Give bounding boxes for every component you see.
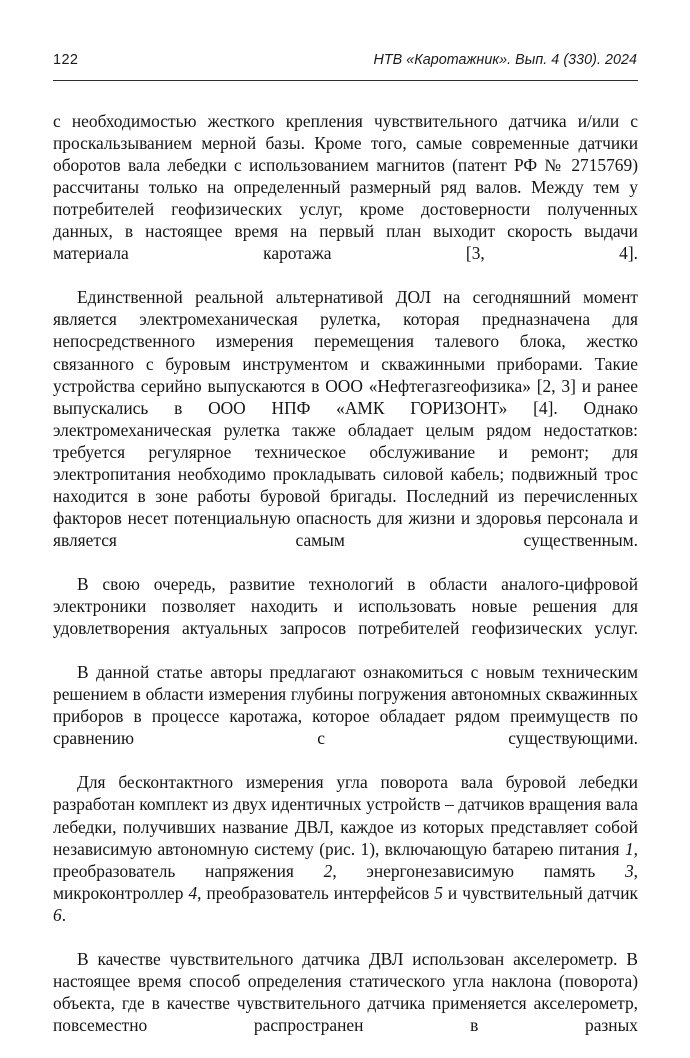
paragraph: В данной статье авторы предлагают ознакомиться с новым техническим решением в области измерения глубины погружения автономных скважинных приборов в процессе каротажа, которое обладает рядом преимуществ по сравнению с существующими. — [53, 662, 638, 749]
figure-callout-number: 5 — [434, 882, 443, 903]
figure-callout-number: 6 — [53, 904, 62, 925]
paragraph: В свою очередь, развитие технологий в области аналого-цифровой электроники позволяет находить и использовать новые решения для удовлетворения актуальных запросов потребителей геофизических услуг. — [53, 573, 638, 639]
page-number: 122 — [53, 52, 79, 68]
figure-callout-number: 2 — [323, 860, 333, 881]
journal-issue-line: НТВ «Каротажник». Вып. 4 (330). 2024 — [373, 52, 637, 68]
figure-callout-number: 4 — [188, 882, 198, 903]
figure-callout-number: 3 — [624, 860, 634, 881]
paragraph: с необходимостью жесткого крепления чувствительного датчика и/или с проскальзыванием мерной базы. Кроме того, самые современные датчики оборотов вала лебедки с использованием магнитов (патент РФ № 2715769) рассчитаны только на определенный размерный ряд валов. Между тем у потребителей геофизических услуг, кроме достоверности полученных данных, в настоящее время на первый план выходит скорость выдачи материала каротажа [3, 4]. — [53, 111, 638, 264]
paragraph-with-figure-callouts: Для бесконтактного измерения угла поворота вала буровой лебедки разработан комплект из двух идентичных устройств – датчиков вращения вала лебедки, получивших название ДВЛ, каждое из которых представляет собой независимую автономную систему (рис. 1), включающую батарею питания 1, преобразователь напряжения 2, энергонезависимую память 3, микроконтроллер 4, преобразователь интерфейсов 5 и чувствительный датчик 6. — [53, 772, 639, 925]
figure-callout-number: 1 — [624, 838, 634, 859]
paragraph: В качестве чувствительного датчика ДВЛ использован акселерометр. В настоящее время способ определения статического угла наклона (поворота) объекта, где в качестве чувствительного датчика применяется акселерометр, повсеместно распространен в разных — [53, 948, 638, 1035]
header-rule — [53, 80, 638, 81]
running-head — [53, 52, 637, 68]
body-text-column — [53, 110, 638, 1058]
paragraph: Единственной реальной альтернативой ДОЛ на сегодняшний момент является электромеханическая рулетка, которая предназначена для непосредственного измерения перемещения талевого блока, жестко связанного с буровым инструментом и скважинными приборами. Такие устройства серийно выпускаются в ООО «Нефтегазгеофизика» [2, 3] и ранее выпускались в ООО НПФ «АМК ГОРИЗОНТ» [4]. Однако электромеханическая рулетка также обладает целым рядом недостатков: требуется регулярное техническое обслуживание и ремонт; для электропитания необходимо прокладывать силовой кабель; подвижный трос находится в зоне работы буровой бригады. Последний из перечисленных факторов несет потенциальную опасность для жизни и здоровья персонала и является самым существенным. — [53, 287, 638, 550]
